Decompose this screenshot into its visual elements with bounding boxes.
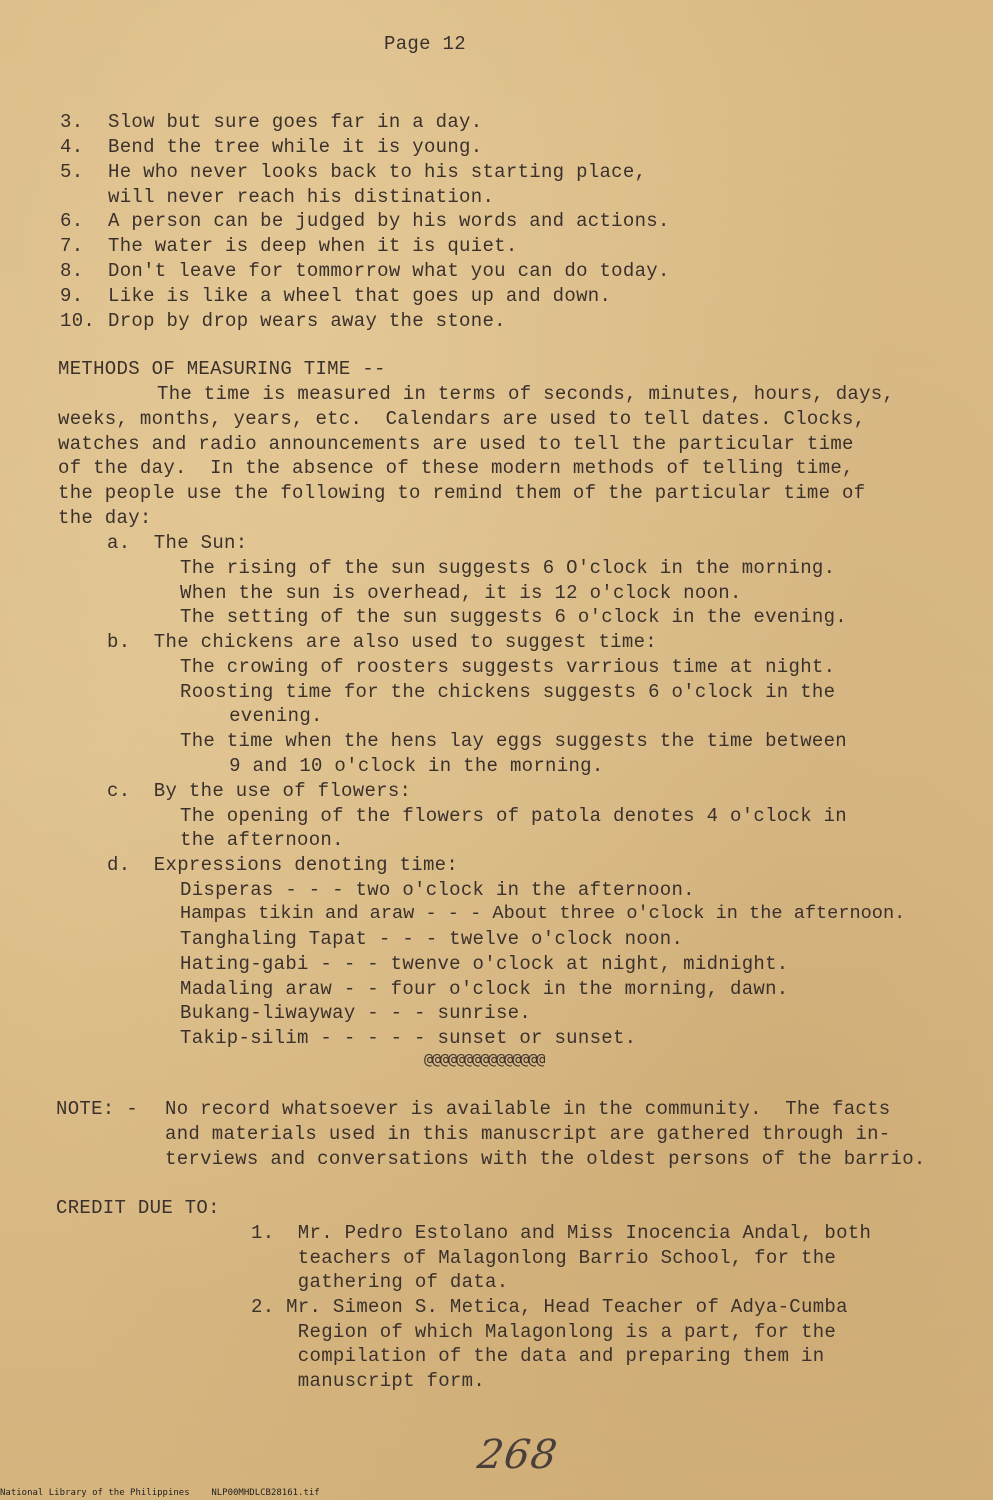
item-a-label: a. The Sun: [107, 532, 248, 554]
proverb-number: 6. [60, 210, 84, 232]
credit-item-2-line: manuscript form. [251, 1370, 486, 1392]
expression-line: Disperas - - - two o'clock in the afternoon. [180, 879, 695, 901]
section-heading-methods: METHODS OF MEASURING TIME -- [58, 358, 386, 380]
footer-library: National Library of the Philippines [0, 1488, 190, 1498]
expression-line: Hating-gabi - - - twenve o'clock at night, midnight. [180, 953, 789, 975]
note-line: and materials used in this manuscript are gathered through in- [165, 1123, 891, 1145]
credit-item-1-line: gathering of data. [251, 1271, 509, 1293]
item-b-line: 9 and 10 o'clock in the morning. [194, 755, 604, 777]
item-a-line: The setting of the sun suggests 6 o'clock in the evening. [180, 606, 848, 628]
proverb-text: Slow but sure goes far in a day. [108, 111, 483, 133]
ornament-divider: @@@@@@@@@@@@@@@ [424, 1050, 545, 1068]
credit-item-1-line: 1. Mr. Pedro Estolano and Miss Inocencia Andal, both [251, 1222, 872, 1244]
methods-intro-line: weeks, months, years, etc. Calendars are used to tell dates. Clocks, [58, 408, 866, 430]
item-c-line: the afternoon. [180, 829, 344, 851]
item-b-line: The time when the hens lay eggs suggests the time between [180, 730, 848, 752]
methods-intro-line: of the day. In the absence of these modern methods of telling time, [58, 457, 854, 479]
expression-line: Hampas tikin and araw - - - About three o'clock in the afternoon. [180, 903, 906, 924]
credit-item-2-line: compilation of the data and preparing them in [251, 1345, 825, 1367]
item-c-label: c. By the use of flowers: [107, 780, 412, 802]
proverb-number: 7. [60, 235, 84, 257]
proverb-text: He who never looks back to his starting place, [108, 161, 647, 183]
expression-line: Tanghaling Tapat - - - twelve o'clock noon. [180, 928, 684, 950]
expression-line: Bukang-liwayway - - - sunrise. [180, 1002, 532, 1024]
credit-item-2-line: Region of which Malagonlong is a part, for the [251, 1321, 837, 1343]
note-line: terviews and conversations with the oldest persons of the barrio. [165, 1148, 926, 1170]
proverb-text: will never reach his distination. [108, 186, 495, 208]
methods-intro-line: the people use the following to remind them of the particular time of [58, 482, 866, 504]
item-b-line: The crowing of roosters suggests varrious time at night. [180, 656, 836, 678]
note-label: NOTE: - [56, 1098, 138, 1120]
proverb-text: Like is like a wheel that goes up and down. [108, 285, 612, 307]
proverb-text: A person can be judged by his words and actions. [108, 210, 670, 232]
item-b-label: b. The chickens are also used to suggest time: [107, 631, 657, 653]
expression-line: Madaling araw - - four o'clock in the morning, dawn. [180, 978, 789, 1000]
methods-intro-line: The time is measured in terms of seconds, minutes, hours, days, [157, 383, 895, 405]
archive-footer [0, 1488, 320, 1498]
proverb-text: Don't leave for tommorrow what you can do today. [108, 260, 670, 282]
proverb-number: 8. [60, 260, 84, 282]
handwritten-page-number: 268 [474, 1432, 561, 1478]
page-header: Page 12 [384, 33, 466, 55]
proverb-text: The water is deep when it is quiet. [108, 235, 518, 257]
item-d-label: d. Expressions denoting time: [107, 854, 459, 876]
credit-heading: CREDIT DUE TO: [56, 1197, 220, 1219]
proverb-number: 3. [60, 111, 84, 133]
methods-intro-line: watches and radio announcements are used to tell the particular time [58, 433, 854, 455]
item-a-line: The rising of the sun suggests 6 O'clock in the morning. [180, 557, 836, 579]
credit-item-1-line: teachers of Malagonlong Barrio School, for the [251, 1247, 837, 1269]
proverb-number: 4. [60, 136, 84, 158]
note-line: No record whatsoever is available in the community. The facts [165, 1098, 891, 1120]
item-b-line: Roosting time for the chickens suggests 6 o'clock in the [180, 681, 836, 703]
proverb-number: 10. [60, 310, 96, 332]
credit-item-2-line: 2. Mr. Simeon S. Metica, Head Teacher of Adya-Cumba [251, 1296, 848, 1318]
proverb-text: Drop by drop wears away the stone. [108, 310, 506, 332]
item-c-line: The opening of the flowers of patola denotes 4 o'clock in [180, 805, 848, 827]
expression-line: Takip-silim - - - - - sunset or sunset. [180, 1027, 637, 1049]
item-a-line: When the sun is overhead, it is 12 o'clock noon. [180, 582, 742, 604]
methods-intro-line: the day: [58, 507, 152, 529]
proverb-text: Bend the tree while it is young. [108, 136, 483, 158]
proverb-number: 9. [60, 285, 84, 307]
proverb-number: 5. [60, 161, 84, 183]
footer-file: NLP00MHDLCB28161.tif [211, 1488, 320, 1498]
item-b-line: evening. [194, 705, 323, 727]
